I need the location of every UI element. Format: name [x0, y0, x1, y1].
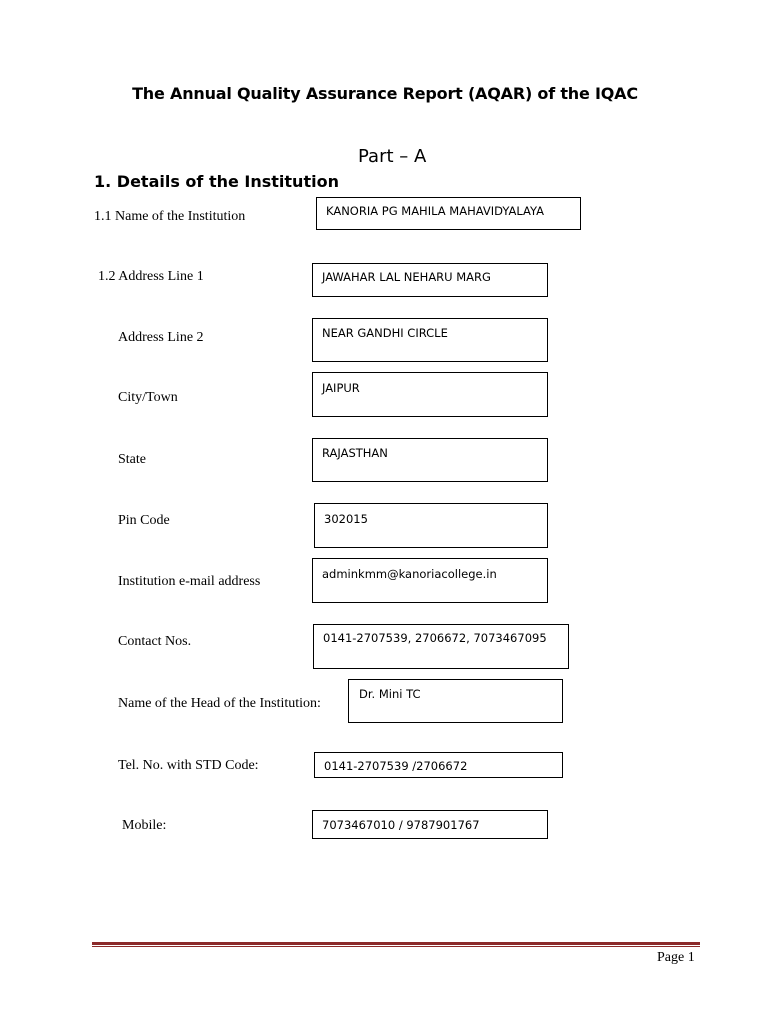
section-heading: 1. Details of the Institution	[94, 172, 339, 191]
tel-field[interactable]: 0141-2707539 /2706672	[314, 752, 563, 778]
contact-field[interactable]: 0141-2707539, 2706672, 7073467095	[313, 624, 569, 669]
head-label: Name of the Head of the Institution:	[118, 696, 321, 711]
mobile-label: Mobile:	[122, 818, 167, 833]
tel-label: Tel. No. with STD Code:	[118, 758, 259, 773]
contact-label: Contact Nos.	[118, 634, 192, 649]
head-field[interactable]: Dr. Mini TC	[348, 679, 563, 723]
email-field[interactable]: adminkmm@kanoriacollege.in	[312, 558, 548, 603]
city-field[interactable]: JAIPUR	[312, 372, 548, 417]
pin-code-field[interactable]: 302015	[314, 503, 548, 548]
state-label: State	[118, 452, 146, 467]
part-heading: Part – A	[358, 146, 427, 167]
address-line-2-label: Address Line 2	[118, 330, 204, 345]
address-line-2-field[interactable]: NEAR GANDHI CIRCLE	[312, 318, 548, 362]
footer-rule	[92, 942, 700, 945]
state-field[interactable]: RAJASTHAN	[312, 438, 548, 482]
address-line-1-label: 1.2 Address Line 1	[98, 269, 204, 284]
address-line-1-field[interactable]: JAWAHAR LAL NEHARU MARG	[312, 263, 548, 297]
email-label: Institution e-mail address	[118, 574, 261, 589]
footer-rule-thin	[92, 946, 700, 947]
city-label: City/Town	[118, 390, 178, 405]
institution-name-field[interactable]: KANORIA PG MAHILA MAHAVIDYALAYA	[316, 197, 581, 230]
pin-code-label: Pin Code	[118, 513, 170, 528]
report-title: The Annual Quality Assurance Report (AQAR) of the IQAC	[132, 84, 638, 103]
mobile-field[interactable]: 7073467010 / 9787901767	[312, 810, 548, 839]
page-number: Page 1	[657, 950, 695, 965]
institution-name-label: 1.1 Name of the Institution	[94, 209, 246, 224]
